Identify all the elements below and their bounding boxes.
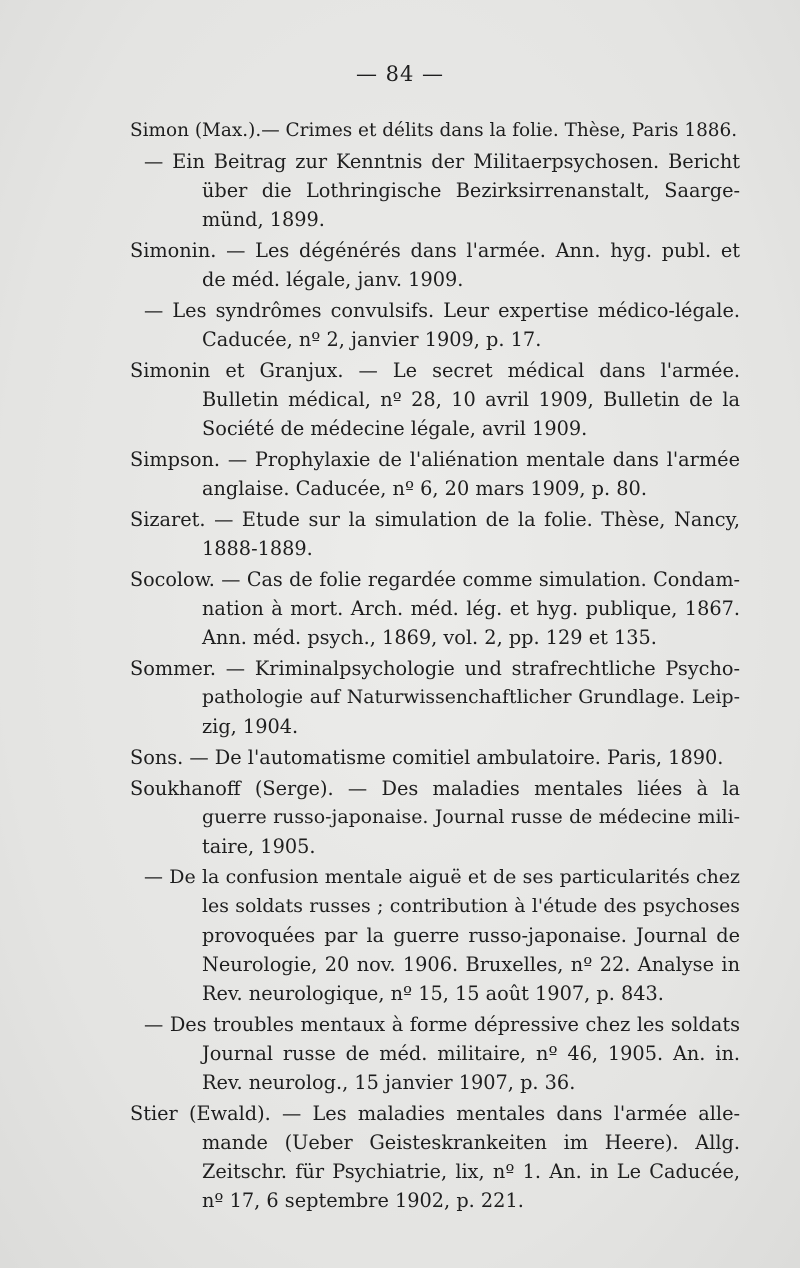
entry-line: nº 17, 6 septembre 1902, p. 221. [202, 1189, 524, 1212]
bibliography-list [130, 116, 740, 1217]
entry-line: Ann. méd. psych., 1869, vol. 2, pp. 129 et 135. [202, 626, 657, 649]
entry-line: Zeitschr. für Psychiatrie, lix, nº 1. An. in Le Caducée, [202, 1160, 740, 1183]
entry-line: — Ein Beitrag zur Kenntnis der Militaerpsychosen. Bericht [144, 150, 740, 173]
bibliography-entry [130, 1010, 740, 1097]
bibliography-entry [130, 505, 740, 563]
entry-line: Bulletin médical, nº 28, 10 avril 1909, Bulletin de la [202, 388, 740, 411]
entry-line: — Les syndrômes convulsifs. Leur expertise médico-légale. [144, 299, 740, 322]
entry-line: Simonin. — Les dégénérés dans l'armée. Ann. hyg. publ. et [130, 239, 740, 262]
bibliography-entry [130, 774, 740, 861]
entry-line: Rev. neurologique, nº 15, 15 août 1907, p. 843. [202, 982, 664, 1005]
entry-line: Sizaret. — Etude sur la simulation de la folie. Thèse, Nancy, [130, 508, 740, 531]
entry-line: Sons. — De l'automatisme comitiel ambulatoire. Paris, 1890. [130, 746, 724, 769]
entry-line: taire, 1905. [202, 835, 316, 858]
entry-line: 1888-1889. [202, 537, 313, 560]
bibliography-entry [130, 445, 740, 503]
entry-line: münd, 1899. [202, 208, 325, 231]
entry-line: mande (Ueber Geisteskrankeiten im Heere). Allg. [202, 1131, 740, 1154]
entry-line: guerre russo-japonaise. Journal russe de médecine mili- [202, 806, 740, 828]
bibliography-entry [130, 1099, 740, 1215]
entry-line: Stier (Ewald). — Les maladies mentales dans l'armée alle- [130, 1102, 740, 1125]
entry-line: provoquées par la guerre russo-japonaise. Journal de [202, 924, 740, 947]
bibliography-entry [130, 654, 740, 741]
entry-line: Simon (Max.).— Crimes et délits dans la folie. Thèse, Paris 1886. [130, 120, 738, 141]
page-number: — 84 — [355, 62, 445, 86]
entry-line: anglaise. Caducée, nº 6, 20 mars 1909, p. 80. [202, 477, 647, 500]
bibliography-entry [130, 743, 740, 772]
entry-line: Sommer. — Kriminalpsychologie und strafrechtliche Psycho- [130, 657, 740, 680]
entry-line: Simpson. — Prophylaxie de l'aliénation mentale dans l'armée [130, 448, 740, 471]
bibliography-entry [130, 296, 740, 354]
entry-line: Journal russe de méd. militaire, nº 46, 1905. An. in. [202, 1042, 740, 1065]
entry-line: Neurologie, 20 nov. 1906. Bruxelles, nº 22. Analyse in [202, 953, 740, 976]
bibliography-entry [130, 116, 740, 145]
entry-line: pathologie auf Naturwissenchaftlicher Grundlage. Leip- [202, 686, 740, 708]
entry-line: les soldats russes ; contribution à l'étude des psychoses [202, 895, 740, 917]
bibliography-entry [130, 236, 740, 294]
bibliography-entry [130, 356, 740, 443]
entry-line: nation à mort. Arch. méd. lég. et hyg. publique, 1867. [202, 597, 740, 620]
entry-line: zig, 1904. [202, 715, 299, 738]
entry-line: de méd. légale, janv. 1909. [202, 268, 464, 291]
entry-line: Rev. neurolog., 15 janvier 1907, p. 36. [202, 1071, 576, 1094]
entry-line: Soukhanoff (Serge). — Des maladies mentales liées à la [130, 777, 740, 800]
entry-line: — De la confusion mentale aiguë et de ses particularités chez [144, 866, 740, 888]
entry-line: Socolow. — Cas de folie regardée comme simulation. Condam- [130, 568, 740, 591]
entry-line: Société de médecine légale, avril 1909. [202, 417, 588, 440]
bibliography-entry [130, 863, 740, 1008]
entry-line: über die Lothringische Bezirksirrenanstalt, Saarge- [202, 179, 740, 202]
entry-line: — Des troubles mentaux à forme dépressive chez les soldats [144, 1013, 740, 1036]
entry-line: Simonin et Granjux. — Le secret médical dans l'armée. [130, 359, 740, 382]
entry-line: Caducée, nº 2, janvier 1909, p. 17. [202, 328, 542, 351]
bibliography-entry [130, 565, 740, 652]
bibliography-entry [130, 147, 740, 234]
